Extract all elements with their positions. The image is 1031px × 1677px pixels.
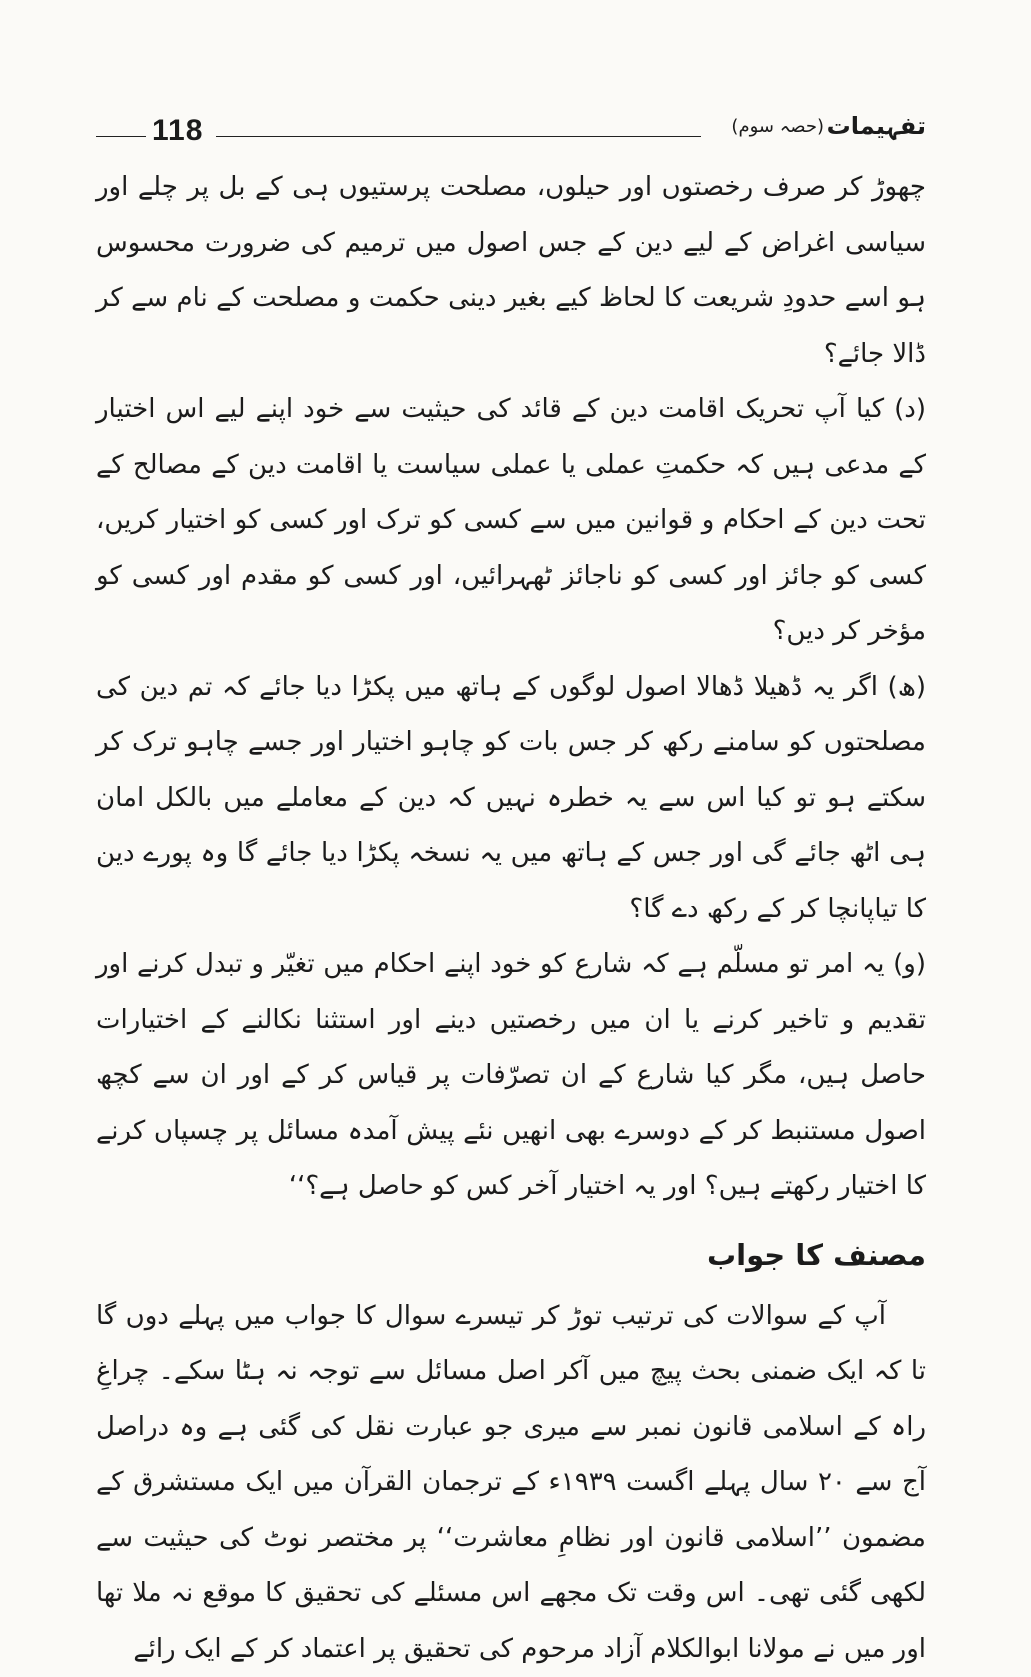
- page-number: 118: [152, 114, 203, 148]
- paragraph-continued: چھوڑ کر صرف رخصتوں اور حیلوں، مصلحت پرستیوں ہی کے بل پر چلے اور سیاسی اغراض کے لیے دین کے جس اصول میں ترمیم کی ضرورت محسوس ہو اسے حدودِ شریعت کا لحاظ کیے بغیر دینی حکمت و مصلحت کے نام سے کر ڈالا جائے؟: [96, 160, 926, 382]
- page-header: [96, 112, 926, 152]
- part-label: (حصہ سوم): [731, 116, 824, 137]
- question-w: (و) یہ امر تو مسلّم ہے کہ شارع کو خود اپنے احکام میں تغیّر و تبدل کرنے اور تقدیم و تاخیر کرنے یا ان میں رخصتیں دینے اور استثنا نکالنے کے اختیارات حاصل ہیں، مگر کیا شارع کے ان تصرّفات پر قیاس کر کے اور ان سے کچھ اصول مستنبط کر کے دوسرے بھی انھیں نئے پیش آمدہ مسائل پر چسپاں کرنے کا اختیار رکھتے ہیں؟ اور یہ اختیار آخر کس کو حاصل ہے؟‘‘: [96, 937, 926, 1215]
- section-heading: مصنف کا جواب: [96, 1225, 926, 1285]
- header-rule: [216, 136, 701, 137]
- answer-paragraph: آپ کے سوالات کی ترتیب توڑ کر تیسرے سوال کا جواب میں پہلے دوں گا تا کہ ایک ضمنی بحث پیچ میں آکر اصل مسائل سے توجہ نہ ہٹا سکے۔ چراغِ راہ کے اسلامی قانون نمبر سے میری جو عبارت نقل کی گئی ہے وہ دراصل آج سے ۲۰ سال پہلے اگست ۱۹۳۹ء کے ترجمان القرآن میں ایک مستشرق کے مضمون ’’اسلامی قانون اور نظامِ معاشرت‘‘ پر مختصر نوٹ کی حیثیت سے لکھی گئی تھی۔ اس وقت تک مجھے اس مسئلے کی تحقیق کا موقع نہ ملا تھا اور میں نے مولانا ابوالکلام آزاد مرحوم کی تحقیق پر اعتماد کر کے ایک رائے: [96, 1289, 926, 1677]
- book-title: تفہیمات: [827, 112, 926, 140]
- header-rule-left: [96, 136, 146, 137]
- question-h: (ھ) اگر یہ ڈھیلا ڈھالا اصول لوگوں کے ہاتھ میں پکڑا دیا جائے کہ تم دین کی مصلحتوں کو سامنے رکھ کر جس بات کو چاہو اختیار اور جسے چاہو ترک کر سکتے ہو تو کیا اس سے یہ خطرہ نہیں کہ دین کے معاملے میں بالکل امان ہی اٹھ جائے گی اور جس کے ہاتھ میں یہ نسخہ پکڑا دیا جائے گا وہ پورے دین کا تیاپانچا کر کے رکھ دے گا؟: [96, 660, 926, 938]
- question-d: (د) کیا آپ تحریک اقامت دین کے قائد کی حیثیت سے خود اپنے لیے اس اختیار کے مدعی ہیں کہ حکمتِ عملی یا عملی سیاست یا اقامت دین کے مصالح کے تحت دین کے احکام و قوانین میں سے کسی کو ترک اور کسی کو اختیار کریں، کسی کو جائز اور کسی کو ناجائز ٹھہرائیں، اور کسی کو مقدم اور کسی کو مؤخر کر دیں؟: [96, 382, 926, 660]
- page-body: [96, 160, 926, 1677]
